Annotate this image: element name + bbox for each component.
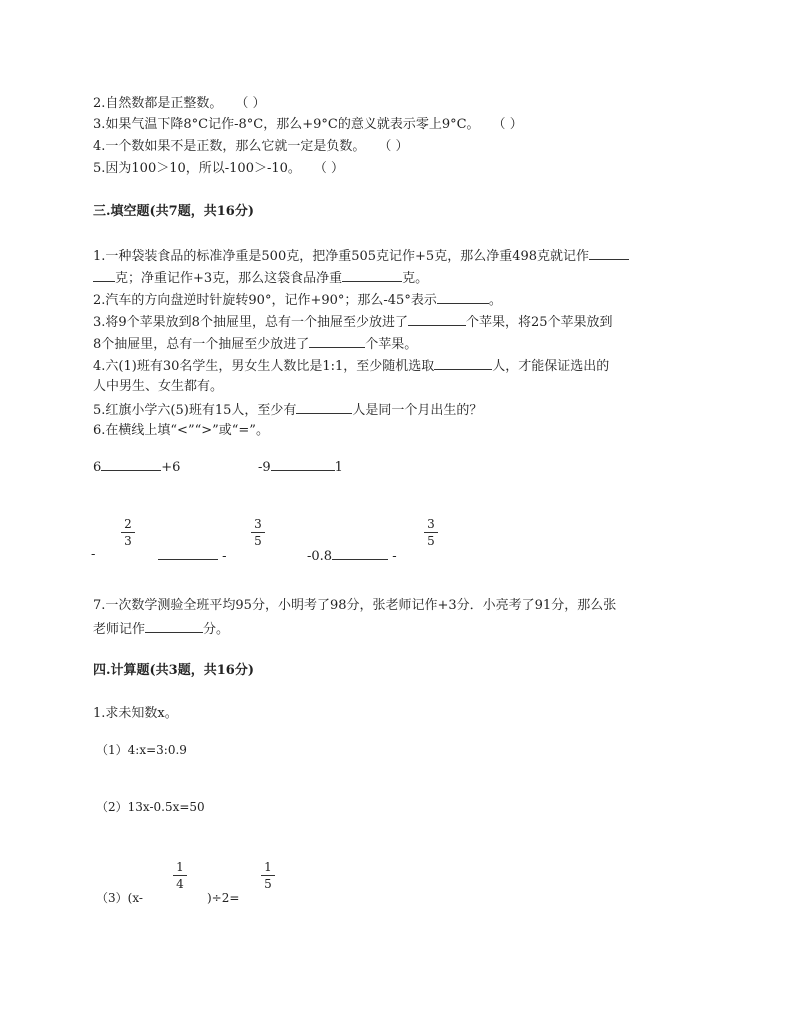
fill-q6-prompt: 6.在横线上填“<”“>”或“=”。 [93, 423, 269, 438]
fraction-1-4 [173, 860, 187, 891]
judge-item-5: 5.因为100＞10，所以-100＞-10。 （ ） [93, 161, 345, 176]
fill-q7-text-c: 分。 [203, 622, 230, 637]
calc-problem-2: （2）13x-0.5x=50 [96, 800, 205, 814]
fill-q7-blank[interactable] [145, 619, 203, 633]
fill-q3-blank-1[interactable] [408, 312, 466, 326]
compare-2 [258, 457, 343, 477]
fill-q1-blank-1-cont[interactable] [93, 268, 115, 282]
fill-q1-text-a: 1.一种袋装食品的标准净重是500克，把净重505克记作+5克，那么净重498克就记作 [93, 249, 590, 264]
fraction-2-3 [121, 517, 135, 548]
fill-q2-blank[interactable] [437, 290, 489, 304]
fill-q2-text-a: 2.汽车的方向盘逆时针旋转90°，记作+90°；那么-45°表示 [93, 293, 437, 308]
compare-4-left: -0.8 [307, 549, 333, 564]
fraction-bar [173, 875, 187, 876]
fraction-denominator: 5 [264, 877, 272, 891]
compare-1-right: +6 [161, 460, 181, 475]
compare-3-blank[interactable] [158, 546, 218, 560]
fraction-3-5-a [251, 517, 265, 548]
compare-3-right-minus: - [222, 549, 227, 564]
compare-4-blank[interactable] [332, 546, 388, 560]
fill-q1-blank-2[interactable] [342, 268, 402, 282]
fraction-denominator: 3 [124, 534, 132, 548]
fraction-numerator: 3 [427, 517, 435, 531]
fill-q1-line2 [93, 268, 428, 288]
compare-1 [93, 457, 180, 477]
fraction-3-5-b [424, 517, 438, 548]
fill-q7-line2 [93, 619, 229, 639]
fill-q4-text-a: 4.六(1)班有30名学生，男女生人数比是1:1，至少随机选取 [93, 359, 435, 374]
fraction-denominator: 5 [254, 534, 262, 548]
fraction-numerator: 2 [124, 517, 132, 531]
fraction-bar [261, 875, 275, 876]
fill-q5-line [93, 400, 482, 420]
fill-q7-text-b: 老师记作 [93, 622, 146, 637]
fill-q3-blank-2[interactable] [309, 334, 365, 348]
fill-q4-line2: 人中男生、女生都有。 [93, 379, 224, 394]
compare-2-blank[interactable] [271, 457, 335, 471]
fill-q2-text-b: 。 [488, 293, 502, 308]
compare-2-right: 1 [334, 460, 343, 475]
fraction-denominator: 5 [427, 534, 435, 548]
fill-q3-text-d: 个苹果。 [365, 337, 418, 352]
judge-item-3: 3.如果气温下降8°C记作-8°C，那么+9°C的意义就表示零上9°C。 （ ） [93, 117, 523, 132]
fill-q3-text-a: 3.将9个苹果放到8个抽屉里，总有一个抽屉至少放进了 [93, 315, 408, 330]
fill-section-heading: 三.填空题(共7题，共16分) [93, 204, 254, 219]
fill-q5-text-a: 5.红旗小学六(5)班有15人，至少有 [93, 403, 297, 418]
fill-q1-blank-1[interactable] [589, 246, 629, 260]
compare-3-minus: - [91, 547, 96, 562]
judge-item-4: 4.一个数如果不是正数，那么它就一定是负数。 （ ） [93, 139, 409, 154]
compare-4-right-minus: - [392, 549, 397, 564]
fraction-1-5 [261, 860, 275, 891]
compare-4 [307, 546, 397, 566]
fraction-bar [424, 532, 438, 533]
compare-3 [158, 546, 227, 566]
fraction-denominator: 4 [176, 877, 184, 891]
fill-q4-blank[interactable] [434, 356, 492, 370]
fill-q3-line1 [93, 312, 613, 332]
fraction-numerator: 1 [264, 860, 272, 874]
fill-q5-blank[interactable] [296, 400, 352, 414]
fill-q1-text-b: 克；净重记作+3克，那么这袋食品净重 [115, 271, 343, 286]
fill-q4-line1 [93, 356, 609, 376]
calc-section-heading: 四.计算题(共3题，共16分) [93, 663, 254, 678]
calc-problem-1: （1）4:x=3:0.9 [96, 743, 187, 757]
judge-item-2: 2.自然数都是正整数。 （ ） [93, 96, 266, 111]
fraction-bar [251, 532, 265, 533]
fill-q2-line [93, 290, 502, 310]
fill-q7-line1: 7.一次数学测验全班平均95分，小明考了98分，张老师记作+3分．小亮考了91分，那么张 [93, 598, 617, 613]
compare-2-left: -9 [258, 460, 271, 475]
compare-1-left: 6 [93, 460, 102, 475]
fill-q1-text-c: 克。 [402, 271, 429, 286]
calc-intro: 1.求未知数x。 [93, 706, 178, 721]
fraction-numerator: 3 [254, 517, 262, 531]
fill-q3-text-c: 8个抽屉里，总有一个抽屉至少放进了 [93, 337, 310, 352]
fill-q4-text-b: 人，才能保证选出的 [492, 359, 610, 374]
fill-q1-line1 [93, 246, 629, 266]
fill-q5-text-b: 人是同一个月出生的？ [352, 403, 483, 418]
fill-q3-line2 [93, 334, 417, 354]
fill-q3-text-b: 个苹果，将25个苹果放到 [465, 315, 613, 330]
fraction-numerator: 1 [176, 860, 184, 874]
calc-problem-3-mid: )÷2= [207, 891, 240, 905]
compare-1-blank[interactable] [101, 457, 161, 471]
calc-problem-3-label: （3）(x- [96, 891, 143, 905]
fraction-bar [121, 532, 135, 533]
